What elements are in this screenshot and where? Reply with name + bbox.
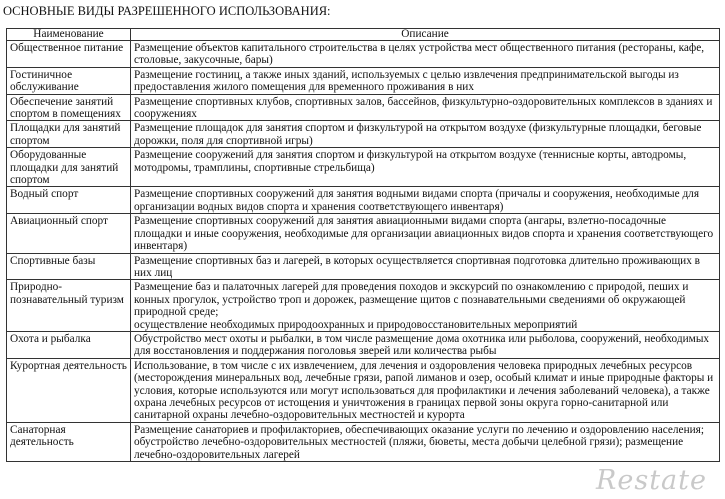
description-line: конных прогулок, устройство троп и дорожек, размещение щитов с познавательными сведениями об окружающей	[134, 293, 686, 306]
use-type-description	[131, 148, 720, 187]
use-type-name: Курортная деятельность	[7, 358, 131, 422]
table-row	[7, 41, 720, 68]
use-type-description	[131, 358, 720, 422]
description-line: инвентаря)	[134, 240, 188, 253]
description-line: условия, которые используются или могут использоваться для профилактики и лечения заболеваний человека), а также	[134, 384, 710, 397]
description-line: Размещение спортивных сооружений для занятия водными видами спорта (причалы и сооружения, необходимые для	[134, 188, 700, 201]
description-line: санитарной охраны лечебно-оздоровительных местностей и курорта	[134, 409, 465, 422]
use-type-name: Спортивные базы	[7, 253, 131, 280]
description-line: Размещение площадок для занятия спортом и физкультурой на открытом воздухе (физкультурные площадки, беговые	[134, 122, 702, 135]
table-row	[7, 280, 720, 332]
table-row	[7, 331, 720, 358]
description-line: сооружениях	[134, 108, 197, 121]
table-header-row	[7, 29, 720, 41]
description-line: Размещение спортивных клубов, спортивных залов, бассейнов, физкультурно-оздоровительных комплексов в зданиях и	[134, 95, 713, 108]
table-row	[7, 187, 720, 214]
table-row	[7, 94, 720, 121]
use-type-name: Санаторная деятельность	[7, 422, 131, 461]
watermark-logo: Restate	[596, 465, 707, 496]
table-row	[7, 422, 720, 461]
description-line: охрана лечебных ресурсов от истощения и уничтожения в границах первой зоны округа горно-санитарной или	[134, 396, 669, 409]
description-line: Размещение сооружений для занятия спортом и физкультурой на открытом воздухе (теннисные корты, автодромы,	[134, 149, 687, 162]
description-line: Размещение спортивных баз и лагерей, в которых осуществляется спортивная подготовка длительно проживающих в	[134, 254, 701, 267]
use-type-description	[131, 67, 720, 94]
description-line: природной среде;	[134, 306, 219, 319]
use-type-description	[131, 41, 720, 68]
use-type-name: Общественное питание	[7, 41, 131, 68]
table-row	[7, 214, 720, 253]
table-row	[7, 67, 720, 94]
use-type-description	[131, 214, 720, 253]
table-row	[7, 121, 720, 148]
use-type-name: Авиационный спорт	[7, 214, 131, 253]
description-line: Размещение объектов капитального строительства в целях устройства мест общественного питания (рестораны, кафе,	[134, 42, 705, 54]
description-line: мотодромы, трамплины, спортивные стрельбища)	[134, 161, 375, 174]
table-row	[7, 358, 720, 422]
column-header-description: Описание	[131, 29, 720, 41]
use-type-description	[131, 121, 720, 148]
description-line: столовые, закусочные, бары)	[134, 54, 273, 67]
page-title: ОСНОВНЫЕ ВИДЫ РАЗРЕШЕННОГО ИСПОЛЬЗОВАНИЯ:	[3, 4, 331, 18]
use-type-name: Оборудованные площадки для занятий спортом	[7, 148, 131, 187]
use-type-description	[131, 331, 720, 358]
table-row	[7, 253, 720, 280]
description-line: лечебно-оздоровительных лагерей	[134, 448, 300, 461]
description-line: организации водных видов спорта и хранения соответствующего инвентаря)	[134, 200, 504, 213]
description-line: Размещение спортивных сооружений для занятия авиационными видами спорта (ангары, взлетно-посадочные	[134, 215, 667, 228]
use-type-name: Водный спорт	[7, 187, 131, 214]
description-line: предоставления жилого помещения для временного проживания в них	[134, 81, 474, 94]
description-line: них лиц	[134, 266, 173, 279]
use-type-description	[131, 253, 720, 280]
description-line: осуществление необходимых природоохранных и природовосстановительных мероприятий	[134, 318, 578, 331]
use-type-description	[131, 422, 720, 461]
description-line: для восстановления и поддержания поголовья зверей или количества рыбы	[134, 345, 497, 358]
description-line: Размещение санаториев и профилакториев, обеспечивающих оказание услуги по лечению и оздоровлению населения;	[134, 423, 704, 436]
column-header-name: Наименование	[7, 29, 131, 41]
description-line: Размещение гостиниц, а также иных зданий, используемых с целью извлечения предпринимательской выгоды из	[134, 68, 679, 81]
description-line: (месторождения минеральных вод, лечебные грязи, рапой лиманов и озер, особый климат и иные природные факторы и	[134, 372, 714, 385]
use-type-description	[131, 187, 720, 214]
use-type-name: Обеспечение занятий спортом в помещениях	[7, 94, 131, 121]
permitted-uses-table	[6, 28, 720, 462]
table-row	[7, 148, 720, 187]
use-type-description	[131, 280, 720, 332]
use-type-name: Природно-познавательный туризм	[7, 280, 131, 332]
use-type-name: Гостиничное обслуживание	[7, 67, 131, 94]
use-type-description	[131, 94, 720, 121]
description-line: Размещение баз и палаточных лагерей для проведения походов и экскурсий по ознакомлению с природой, пеших и	[134, 281, 689, 294]
description-line: Обустройство мест охоты и рыбалки, в том числе размещение дома охотника или рыболова, сооружений, необходимых	[134, 332, 710, 345]
description-line: обустройство лечебно-оздоровительных местностей (пляжи, бюветы, места добычи целебной грязи); размещение	[134, 436, 684, 449]
description-line: Использование, в том числе с их извлечением, для лечения и оздоровления человека природных лечебных ресурсов	[134, 359, 693, 372]
use-type-name: Площадки для занятий спортом	[7, 121, 131, 148]
use-type-name: Охота и рыбалка	[7, 331, 131, 358]
description-line: дорожки, поля для спортивной игры)	[134, 134, 313, 147]
description-line: площадки и иные сооружения, необходимые для организации авиационных видов спорта и хранения соответствующего	[134, 227, 714, 240]
